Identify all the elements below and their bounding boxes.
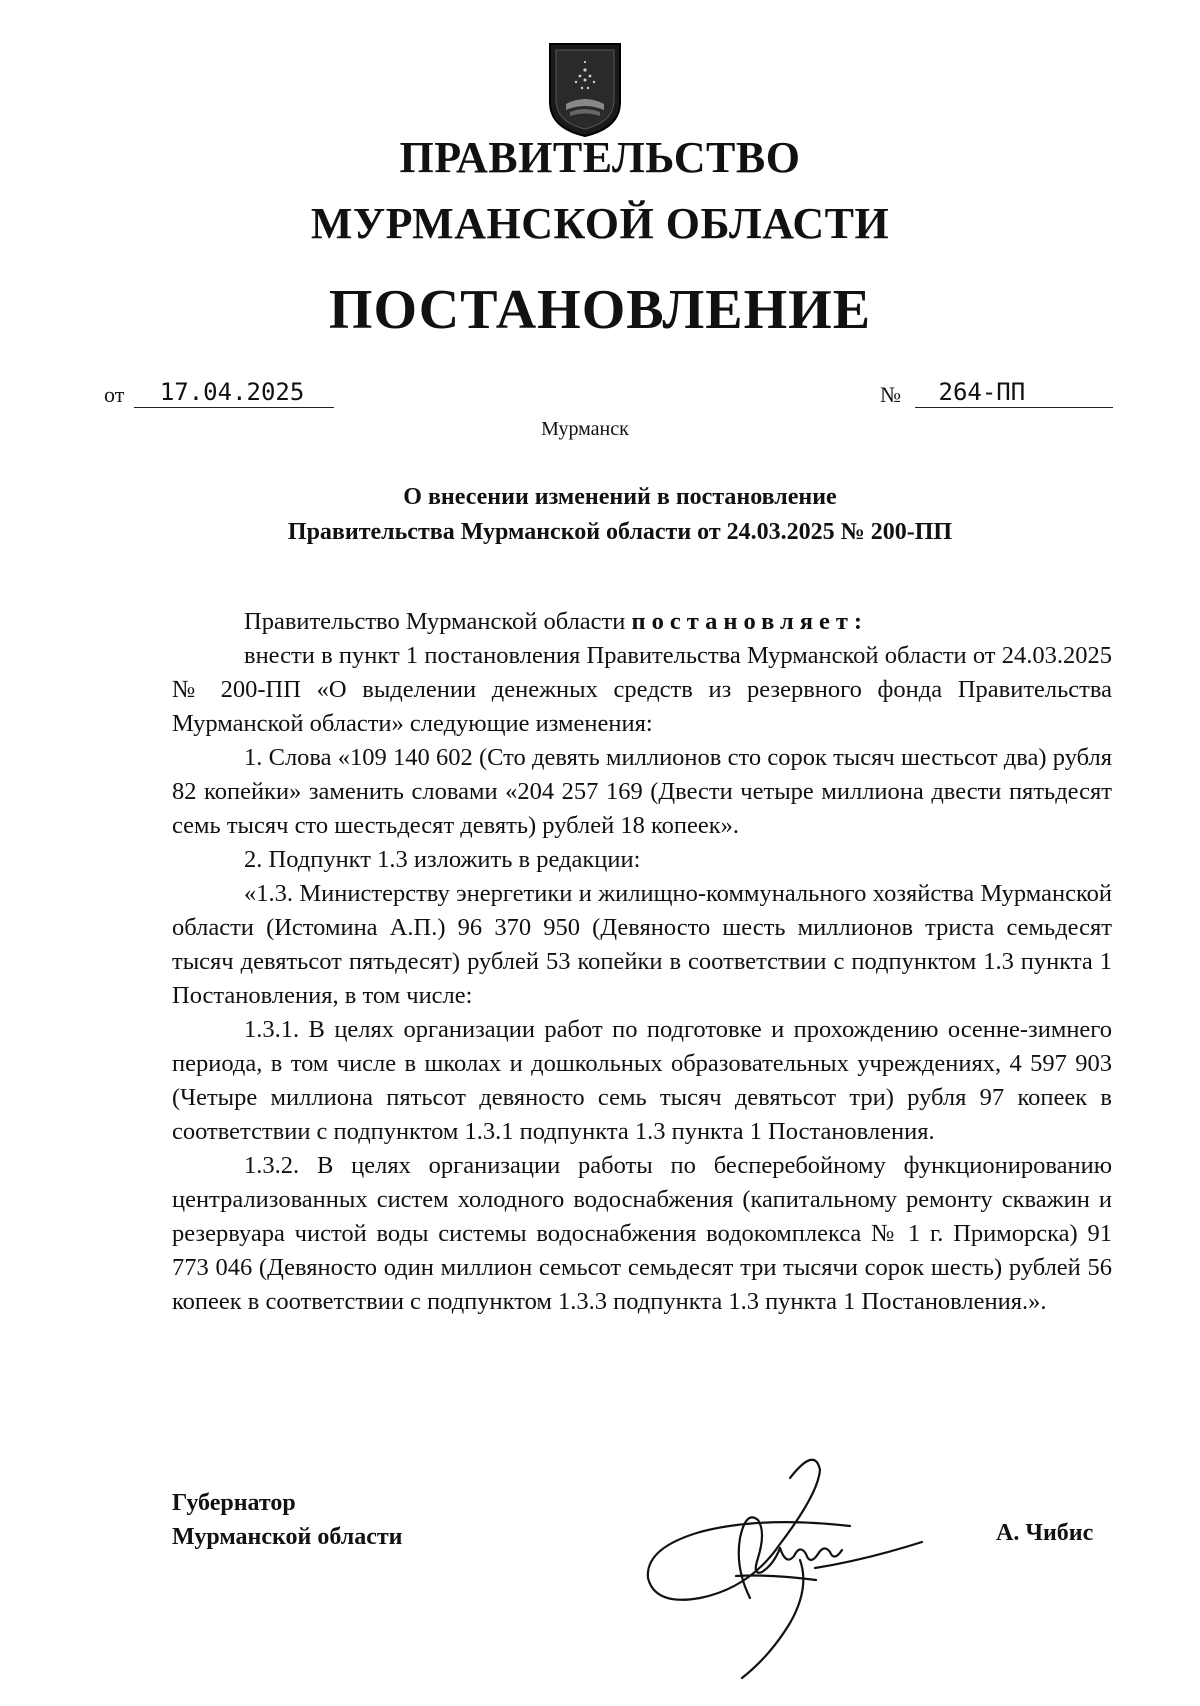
signer-position <box>172 1486 402 1554</box>
handwritten-signature <box>640 1448 940 1688</box>
signer-position-line-1: Губернатор <box>172 1490 296 1516</box>
organization-name-line-2: МУРМАНСКОЙ ОБЛАСТИ <box>310 199 890 248</box>
signer-position-line-2: Мурманской области <box>172 1524 403 1550</box>
document-body <box>172 605 1112 1319</box>
signer-name: А. Чибис <box>996 1520 1094 1546</box>
document-title <box>170 480 1070 550</box>
document-type: ПОСТАНОВЛЕНИЕ <box>328 279 872 341</box>
document-number: 264-ПП <box>915 378 1113 408</box>
number-field <box>880 378 1113 408</box>
city-name: Мурманск <box>541 418 629 440</box>
document-date: 17.04.2025 <box>134 378 334 408</box>
date-field <box>104 378 334 408</box>
preamble-keyword: постановляет: <box>631 608 869 635</box>
preamble-text: Правительство Мурманской области <box>244 608 632 635</box>
number-prefix: № <box>880 382 901 407</box>
item-2-2-paragraph: 1.3.2. В целях организации работы по бесперебойному функционированию централизованных систем холодного водоснабжения (капитальному ремонту скважин и резервуара чистой воды системы водоснабжения водокомплекса № 1 г. Приморска) 91 773 046 (Девяносто один миллион семьсот семьдесят три тысячи сорок шесть) рублей 56 копеек в соответствии с подпунктом 1.3.3 подпункта 1.3 пункта 1 Постановления.». <box>172 1152 1112 1315</box>
item-2-text-paragraph: «1.3. Министерству энергетики и жилищно-коммунального хозяйства Мурманской области (Истомина А.П.) 96 370 950 (Девяносто шесть миллионов триста семьдесят тысяч девятьсот пятьдесят) рублей 53 копейки в соответствии с подпунктом 1.3 пункта 1 Постановления, в том числе: <box>172 880 1112 1009</box>
organization-name-line-1: ПРАВИТЕЛЬСТВО <box>399 133 801 182</box>
coat-of-arms-icon <box>546 40 624 138</box>
document-title-line-2: Правительства Мурманской области от 24.03.2025 № 200-ПП <box>287 519 953 545</box>
document-title-line-1: О внесении изменений в постановление <box>403 484 837 510</box>
item-2-paragraph: 2. Подпункт 1.3 изложить в редакции: <box>244 846 641 873</box>
item-1-paragraph: 1. Слова «109 140 602 (Сто девять миллионов сто сорок тысяч шестьсот два) рубля 82 копейки» заменить словами «204 257 169 (Двести четыре миллиона двести пятьдесят семь тысяч сто шестьдесят девять) рублей 18 копеек». <box>172 744 1112 839</box>
preamble-paragraph <box>172 605 1112 639</box>
item-2-1-paragraph: 1.3.1. В целях организации работ по подготовке и прохождению осенне-зимнего периода, в том числе в школах и дошкольных образовательных учреждениях, 4 597 903 (Четыре миллиона пятьсот девяносто семь тысяч девятьсот три) рубля 97 копеек в соответствии с подпунктом 1.3.1 подпункта 1.3 пункта 1 Постановления. <box>172 1016 1112 1145</box>
date-prefix: от <box>104 382 125 407</box>
intro-paragraph: внести в пункт 1 постановления Правительства Мурманской области от 24.03.2025 № 200-ПП «О выделении денежных средств из резервного фонда Правительства Мурманской области» следующие изменения: <box>172 642 1112 737</box>
